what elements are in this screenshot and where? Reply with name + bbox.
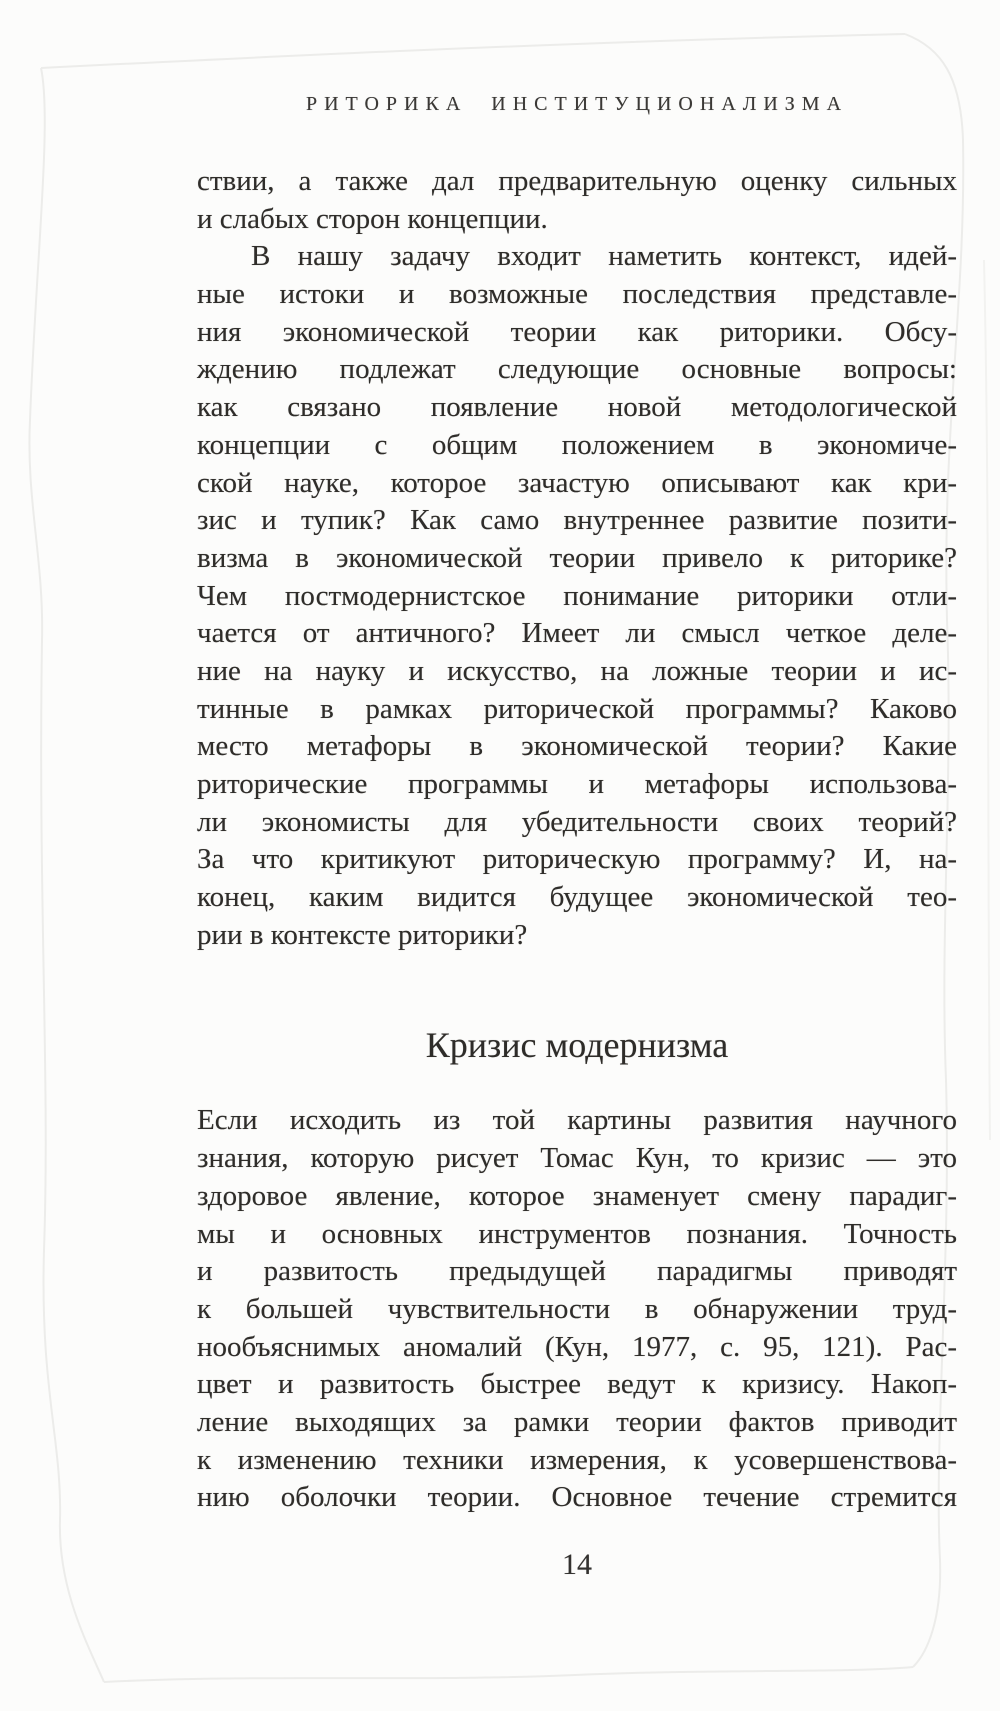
text-column [197, 163, 957, 1517]
paragraph [197, 238, 957, 954]
text-line: мы и основных инструментов познания. Точность [197, 1217, 957, 1250]
text-line: За что критикуют риторическую программу? И, на- [197, 843, 957, 876]
text-line: ждению подлежат следующие основные вопросы: [197, 353, 957, 386]
text-line: ние на науку и искусство, на ложные теории и ис- [197, 654, 957, 687]
text-line: и развитость предыдущей парадигмы приводят [197, 1255, 957, 1288]
text-line: концепции с общим положением в экономиче- [197, 428, 957, 461]
text-line: чается от античного? Имеет ли смысл четкое деле- [197, 617, 957, 650]
running-header: РИТОРИКА ИНСТИТУЦИОНАЛИЗМА [305, 93, 849, 115]
text-line: здоровое явление, которое знаменует смену парадиг- [197, 1179, 957, 1212]
text-line: Если исходить из той картины развития научного [197, 1104, 957, 1137]
text-line: нообъяснимых аномалий (Кун, 1977, с. 95, 121). Рас- [197, 1330, 957, 1363]
text-line: ния экономической теории как риторики. Обсу- [197, 315, 957, 348]
text-line: цвет и развитость быстрее ведут к кризису. Накоп- [197, 1368, 957, 1401]
paragraph [197, 1102, 957, 1517]
text-line: тинные в рамках риторической программы? Каково [197, 692, 957, 725]
text-line: как связано появление новой методологической [197, 391, 957, 424]
text-line: ствии, а также дал предварительную оценку сильных [197, 165, 957, 197]
text-line: риторические программы и метафоры использова- [197, 768, 957, 800]
text-line: зис и тупик? Как само внутреннее развитие позити- [197, 504, 957, 537]
text-line: В нашу задачу входит наметить контекст, идей- [251, 240, 957, 273]
text-line: и слабых сторон концепции. [197, 202, 548, 235]
text-line: знания, которую рисует Томас Кун, то кризис — это [197, 1142, 957, 1175]
section-heading: Кризис модернизма [425, 1025, 729, 1066]
page-number: 14 [562, 1548, 592, 1581]
text-line: конец, каким видится будущее экономической тео- [197, 881, 957, 914]
text-line: к изменению техники измерения, к усовершенствова- [197, 1443, 957, 1476]
text-line: ные истоки и возможные последствия представле- [197, 278, 957, 311]
text-line: рии в контексте риторики? [197, 918, 528, 951]
text-line: нию оболочки теории. Основное течение стремится [197, 1481, 957, 1514]
text-line: к большей чувствительности в обнаружении труд- [197, 1292, 957, 1325]
text-line: Чем постмодернистское понимание риторики отли- [197, 579, 957, 612]
text-line: ли экономисты для убедительности своих теорий? [197, 805, 957, 838]
paragraph [197, 163, 957, 238]
text-line: ление выходящих за рамки теории фактов приводит [197, 1405, 957, 1438]
text-line: визма в экономической теории привело к риторике? [197, 541, 957, 574]
text-line: ской науке, которое зачастую описывают как кри- [197, 466, 957, 499]
text-line: место метафоры в экономической теории? Какие [197, 730, 957, 763]
